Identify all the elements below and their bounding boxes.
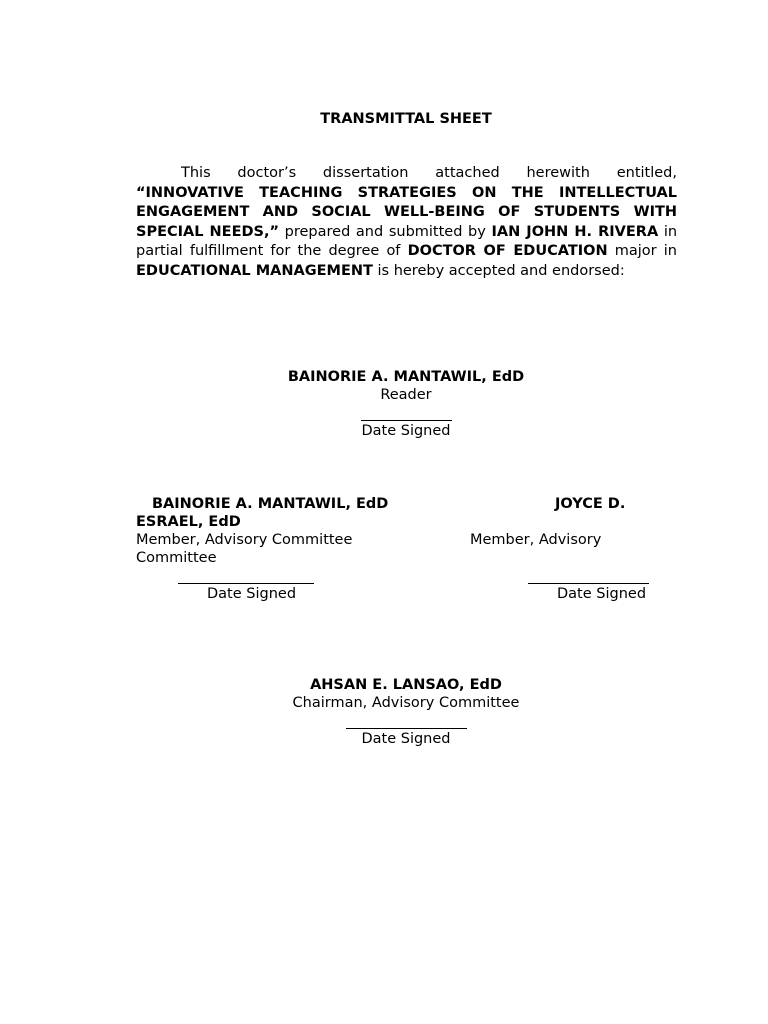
- member-left-name: BAINORIE A. MANTAWIL, EdD: [152, 496, 389, 512]
- closing-text: is hereby accepted and endorsed:: [377, 262, 625, 279]
- member-right-date-label: Date Signed: [557, 586, 647, 602]
- chairman-role: Chairman, Advisory Committee: [292, 695, 520, 711]
- member-left-role: Member, Advisory Committee: [136, 532, 353, 548]
- dissertation-title: “INNOVATIVE TEACHING STRATEGIES ON THE INTELLECTUAL ENGAGEMENT AND SOCIAL WELL-BEING OF STUDENTS WITH SPECIAL NEEDS,”: [136, 184, 677, 240]
- fulfillment-text: in partial fulfillment for the degree of: [136, 223, 678, 260]
- member-right-role: Member, Advisory: [470, 532, 602, 548]
- member-right-name-wrap: ESRAEL, EdD: [136, 514, 241, 530]
- page-title: TRANSMITTAL SHEET: [320, 111, 492, 127]
- degree-name: DOCTOR OF EDUCATION: [407, 243, 608, 260]
- intro-text: This doctor’s dissertation attached herewith entitled,: [181, 165, 677, 181]
- reader-date-label: Date Signed: [361, 423, 451, 439]
- prepared-text: prepared and submitted by: [284, 223, 486, 240]
- endorsement-paragraph: [136, 164, 677, 282]
- reader-name: BAINORIE A. MANTAWIL, EdD: [287, 369, 525, 385]
- reader-signature-line: [361, 420, 452, 421]
- member-left-date-label: Date Signed: [207, 586, 297, 602]
- chairman-name: AHSAN E. LANSAO, EdD: [310, 677, 502, 693]
- chairman-signature-line: [346, 728, 467, 729]
- major-name: EDUCATIONAL MANAGEMENT: [136, 262, 373, 279]
- member-right-name: JOYCE D.: [555, 496, 626, 512]
- author-name: IAN JOHN H. RIVERA: [491, 223, 659, 240]
- major-text: major in: [614, 243, 677, 260]
- member-right-role-wrap: Committee: [136, 550, 217, 566]
- reader-role: Reader: [380, 387, 432, 403]
- member-left-signature-line: [178, 583, 314, 584]
- member-right-signature-line: [528, 583, 649, 584]
- chairman-date-label: Date Signed: [361, 731, 451, 747]
